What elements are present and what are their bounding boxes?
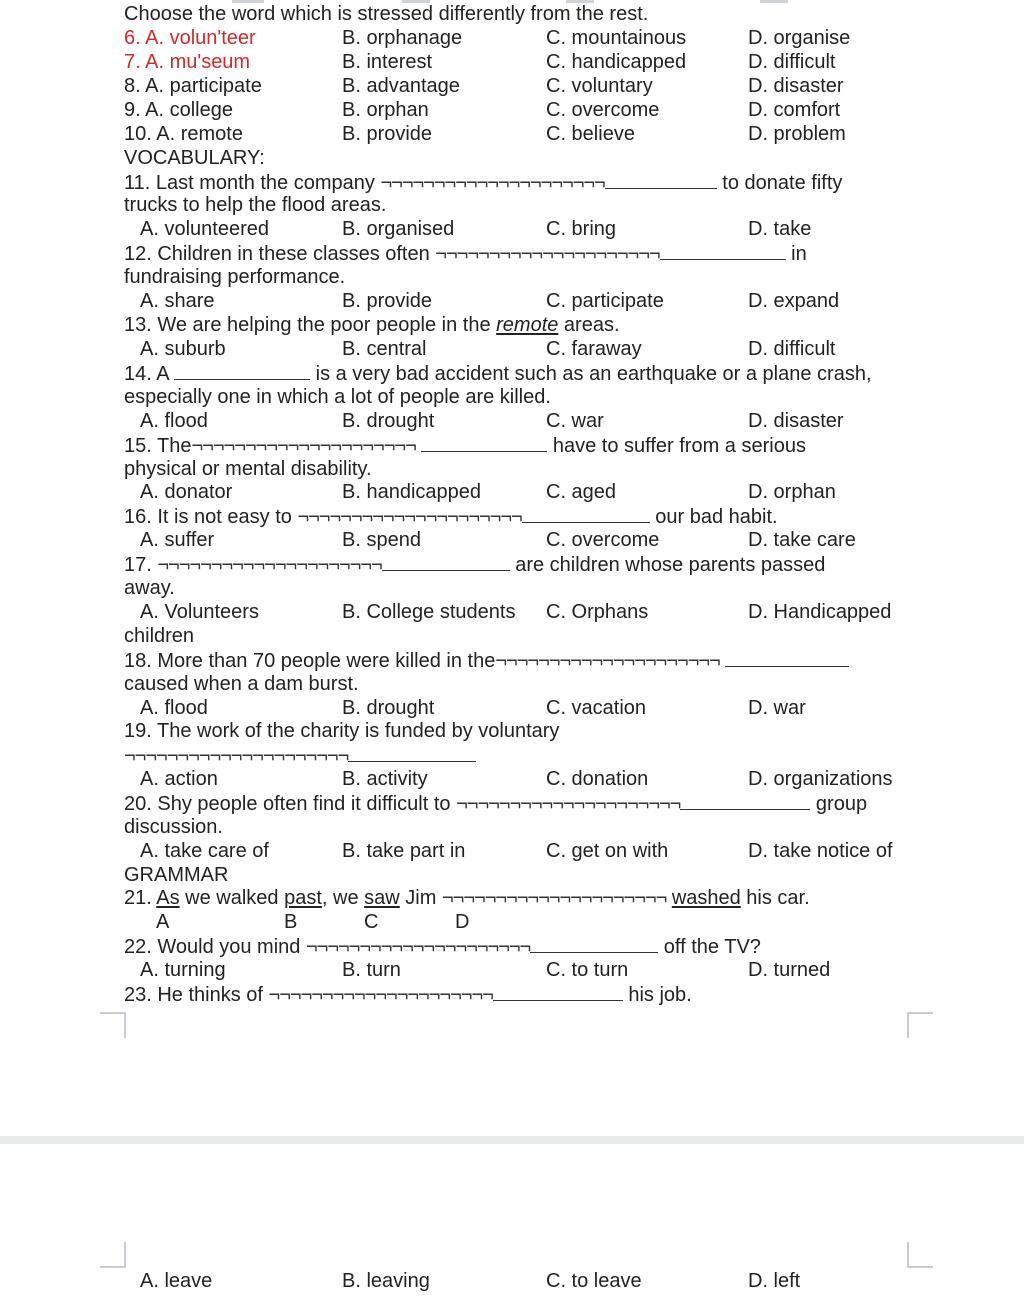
answer-blank[interactable] bbox=[174, 361, 310, 380]
question-21 bbox=[124, 886, 810, 910]
question-20 bbox=[124, 791, 867, 816]
grammar-heading: GRAMMAR bbox=[124, 864, 229, 886]
label-d: D bbox=[455, 911, 470, 933]
dotted-fill: ¬¬¬¬¬¬¬¬¬¬¬¬¬¬¬¬¬¬¬¬¬ bbox=[268, 984, 493, 1006]
dotted-fill: ¬¬¬¬¬¬¬¬¬¬¬¬¬¬¬¬¬¬¬¬¬ bbox=[191, 435, 416, 457]
answer-blank[interactable] bbox=[530, 934, 658, 953]
option-c: C. bring bbox=[546, 218, 617, 240]
option-c: C. handicapped bbox=[546, 51, 687, 73]
dotted-fill: ¬¬¬¬¬¬¬¬¬¬¬¬¬¬¬¬¬¬¬¬¬ bbox=[441, 887, 667, 909]
option-a: A. leave bbox=[140, 1270, 213, 1292]
option-d: D. take care bbox=[748, 529, 856, 551]
question-13 bbox=[124, 313, 620, 337]
option-c: C. to turn bbox=[546, 959, 629, 981]
question-continuation: physical or mental disability. bbox=[124, 458, 372, 480]
option-a: A. action bbox=[140, 768, 218, 790]
answer-blank[interactable] bbox=[421, 433, 547, 452]
option-c: C. participate bbox=[546, 290, 664, 312]
option-a: A. flood bbox=[140, 697, 208, 719]
option-b: B. interest bbox=[342, 51, 433, 73]
option-d: D. take bbox=[748, 218, 812, 240]
question-text: in bbox=[785, 243, 807, 265]
dotted-fill: ¬¬¬¬¬¬¬¬¬¬¬¬¬¬¬¬¬¬¬¬¬ bbox=[297, 506, 522, 528]
corner-mark bbox=[907, 1012, 933, 1038]
question-text: 11. Last month the company bbox=[124, 172, 381, 194]
option-b: B. spend bbox=[342, 529, 421, 551]
option-c: C. get on with bbox=[546, 840, 669, 862]
option-b: B. handicapped bbox=[342, 481, 482, 503]
option-d: D. disaster bbox=[748, 410, 844, 432]
option-d: D. disaster bbox=[748, 75, 844, 97]
option-d: D. difficult bbox=[748, 338, 836, 360]
question-text: 22. Would you mind bbox=[124, 936, 306, 958]
option-b: B. orphanage bbox=[342, 27, 463, 49]
question-text: we walked bbox=[179, 887, 285, 909]
dotted-fill: ¬¬¬¬¬¬¬¬¬¬¬¬¬¬¬¬¬¬¬¬¬ bbox=[456, 793, 681, 815]
answer-blank[interactable] bbox=[493, 982, 623, 1001]
question-continuation: away. bbox=[124, 577, 175, 599]
question-text: 18. More than 70 people were killed in the bbox=[124, 650, 496, 672]
underlined-word: washed bbox=[671, 887, 741, 909]
corner-mark bbox=[100, 1242, 126, 1268]
option-a: A. volunteered bbox=[140, 218, 269, 240]
option-a: A. suburb bbox=[140, 338, 226, 360]
underlined-word: past bbox=[284, 887, 322, 909]
option-a: A. Volunteers bbox=[140, 601, 259, 623]
option-d: D. war bbox=[748, 697, 806, 719]
option-c: C. Orphans bbox=[546, 601, 649, 623]
question-text: group bbox=[810, 793, 868, 815]
question-text: 15. The bbox=[124, 435, 192, 457]
question-15 bbox=[124, 433, 806, 458]
option-d: D. turned bbox=[748, 959, 831, 981]
question-23 bbox=[124, 982, 692, 1007]
answer-blank[interactable] bbox=[382, 552, 510, 571]
question-11 bbox=[124, 170, 842, 195]
question-text: his car. bbox=[740, 887, 810, 909]
question-text: areas. bbox=[558, 314, 620, 336]
page-separator bbox=[0, 1136, 1024, 1144]
question-18 bbox=[124, 648, 849, 673]
option-c: C. believe bbox=[546, 123, 635, 145]
question-16 bbox=[124, 504, 778, 529]
option-d: D. Handicapped bbox=[748, 601, 892, 623]
question-text: is a very bad accident such as an earthquake or a plane crash, bbox=[310, 363, 872, 385]
dotted-fill: ¬¬¬¬¬¬¬¬¬¬¬¬¬¬¬¬¬¬¬¬¬ bbox=[157, 554, 382, 576]
question-text: off the TV? bbox=[658, 936, 761, 958]
option-a: A. suffer bbox=[140, 529, 215, 551]
question-6: 6. A. volun'teer bbox=[124, 27, 256, 49]
dotted-fill: ¬¬¬¬¬¬¬¬¬¬¬¬¬¬¬¬¬¬¬¬¬ bbox=[435, 243, 660, 265]
option-b: B. leaving bbox=[342, 1270, 430, 1292]
question-continuation: discussion. bbox=[124, 816, 223, 838]
option-b: B. take part in bbox=[342, 840, 466, 862]
label-b: B bbox=[284, 911, 298, 933]
question-text: 20. Shy people often find it difficult to bbox=[124, 793, 457, 815]
question-text: to donate fifty bbox=[716, 172, 843, 194]
question-continuation: especially one in which a lot of people are killed. bbox=[124, 386, 551, 408]
option-a: A. take care of bbox=[140, 840, 269, 862]
option-b: B. advantage bbox=[342, 75, 460, 97]
option-c: C. overcome bbox=[546, 99, 660, 121]
option-b: B. College students bbox=[342, 601, 516, 623]
question-text: , we bbox=[321, 887, 365, 909]
option-b: B. drought bbox=[342, 410, 435, 432]
option-d: D. expand bbox=[748, 290, 840, 312]
option-c: C. mountainous bbox=[546, 27, 687, 49]
question-text: 13. We are helping the poor people in the bbox=[124, 314, 497, 336]
option-c: C. overcome bbox=[546, 529, 660, 551]
question-text: Jim bbox=[399, 887, 442, 909]
option-c: C. to leave bbox=[546, 1270, 642, 1292]
answer-blank[interactable] bbox=[680, 791, 810, 810]
top-mark bbox=[760, 0, 788, 3]
option-d: D. problem bbox=[748, 123, 846, 145]
dotted-fill: ¬¬¬¬¬¬¬¬¬¬¬¬¬¬¬¬¬¬¬¬¬ bbox=[495, 650, 720, 672]
option-d: D. organizations bbox=[748, 768, 893, 790]
option-a: A. turning bbox=[140, 959, 226, 981]
option-a: A. donator bbox=[140, 481, 233, 503]
question-9: 9. A. college bbox=[124, 99, 233, 121]
option-b: B. orphan bbox=[342, 99, 429, 121]
option-b: B. provide bbox=[342, 290, 433, 312]
option-d: D. comfort bbox=[748, 99, 841, 121]
option-d: D. left bbox=[748, 1270, 801, 1292]
vocabulary-heading: VOCABULARY: bbox=[124, 147, 265, 169]
question-text: 16. It is not easy to bbox=[124, 506, 298, 528]
question-text: 17. bbox=[124, 554, 158, 576]
option-c: C. voluntary bbox=[546, 75, 653, 97]
question-19-blank-line bbox=[124, 743, 476, 768]
label-a: A bbox=[156, 911, 170, 933]
dotted-fill: ¬¬¬¬¬¬¬¬¬¬¬¬¬¬¬¬¬¬¬¬¬ bbox=[124, 745, 349, 767]
question-continuation: fundraising performance. bbox=[124, 266, 346, 288]
label-c: C bbox=[364, 911, 379, 933]
question-10: 10. A. remote bbox=[124, 123, 243, 145]
question-12 bbox=[124, 241, 807, 266]
option-d: D. take notice of bbox=[748, 840, 893, 862]
option-c: C. aged bbox=[546, 481, 617, 503]
question-text: are children whose parents passed bbox=[509, 554, 826, 576]
question-continuation: trucks to help the flood areas. bbox=[124, 194, 387, 216]
answer-blank[interactable] bbox=[725, 648, 849, 667]
option-a: A. share bbox=[140, 290, 215, 312]
corner-mark bbox=[100, 1012, 126, 1038]
option-d: D. orphan bbox=[748, 481, 836, 503]
question-8: 8. A. participate bbox=[124, 75, 262, 97]
question-text: 14. A bbox=[124, 363, 175, 385]
question-text: have to suffer from a serious bbox=[547, 435, 806, 457]
question-text: 23. He thinks of bbox=[124, 984, 269, 1006]
option-c: C. donation bbox=[546, 768, 649, 790]
question-17 bbox=[124, 552, 825, 577]
underlined-word: remote bbox=[496, 314, 559, 336]
next-page bbox=[0, 1144, 1024, 1297]
option-b: B. organised bbox=[342, 218, 455, 240]
question-7: 7. A. mu'seum bbox=[124, 51, 251, 73]
question-14 bbox=[124, 361, 872, 386]
answer-blank[interactable] bbox=[605, 170, 717, 189]
answer-blank[interactable] bbox=[522, 504, 650, 523]
option-c: C. faraway bbox=[546, 338, 642, 360]
option-a: A. flood bbox=[140, 410, 208, 432]
question-text: 12. Children in these classes often bbox=[124, 243, 436, 265]
option-c: C. war bbox=[546, 410, 604, 432]
option-b: B. activity bbox=[342, 768, 428, 790]
option-b: B. drought bbox=[342, 697, 435, 719]
question-text: his job. bbox=[622, 984, 692, 1006]
answer-blank[interactable] bbox=[660, 241, 786, 260]
question-number: 21. bbox=[124, 887, 157, 909]
question-continuation: caused when a dam burst. bbox=[124, 673, 359, 695]
underlined-word: saw bbox=[364, 887, 400, 909]
question-22 bbox=[124, 934, 761, 959]
option-b: B. turn bbox=[342, 959, 401, 981]
option-b: B. provide bbox=[342, 123, 433, 145]
question-text: our bad habit. bbox=[649, 506, 778, 528]
option-d: D. difficult bbox=[748, 51, 836, 73]
option-c: C. vacation bbox=[546, 697, 647, 719]
corner-mark bbox=[907, 1242, 933, 1268]
dotted-fill: ¬¬¬¬¬¬¬¬¬¬¬¬¬¬¬¬¬¬¬¬¬ bbox=[305, 936, 531, 958]
instructions: Choose the word which is stressed differently from the rest. bbox=[124, 3, 649, 25]
underlined-word: As bbox=[156, 887, 180, 909]
answer-blank[interactable] bbox=[348, 743, 476, 762]
option-b: B. central bbox=[342, 338, 427, 360]
option-d: D. organise bbox=[748, 27, 851, 49]
dotted-fill: ¬¬¬¬¬¬¬¬¬¬¬¬¬¬¬¬¬¬¬¬¬ bbox=[380, 172, 605, 194]
option-d-continuation: children bbox=[124, 625, 195, 647]
question-19: 19. The work of the charity is funded by voluntary bbox=[124, 720, 560, 742]
